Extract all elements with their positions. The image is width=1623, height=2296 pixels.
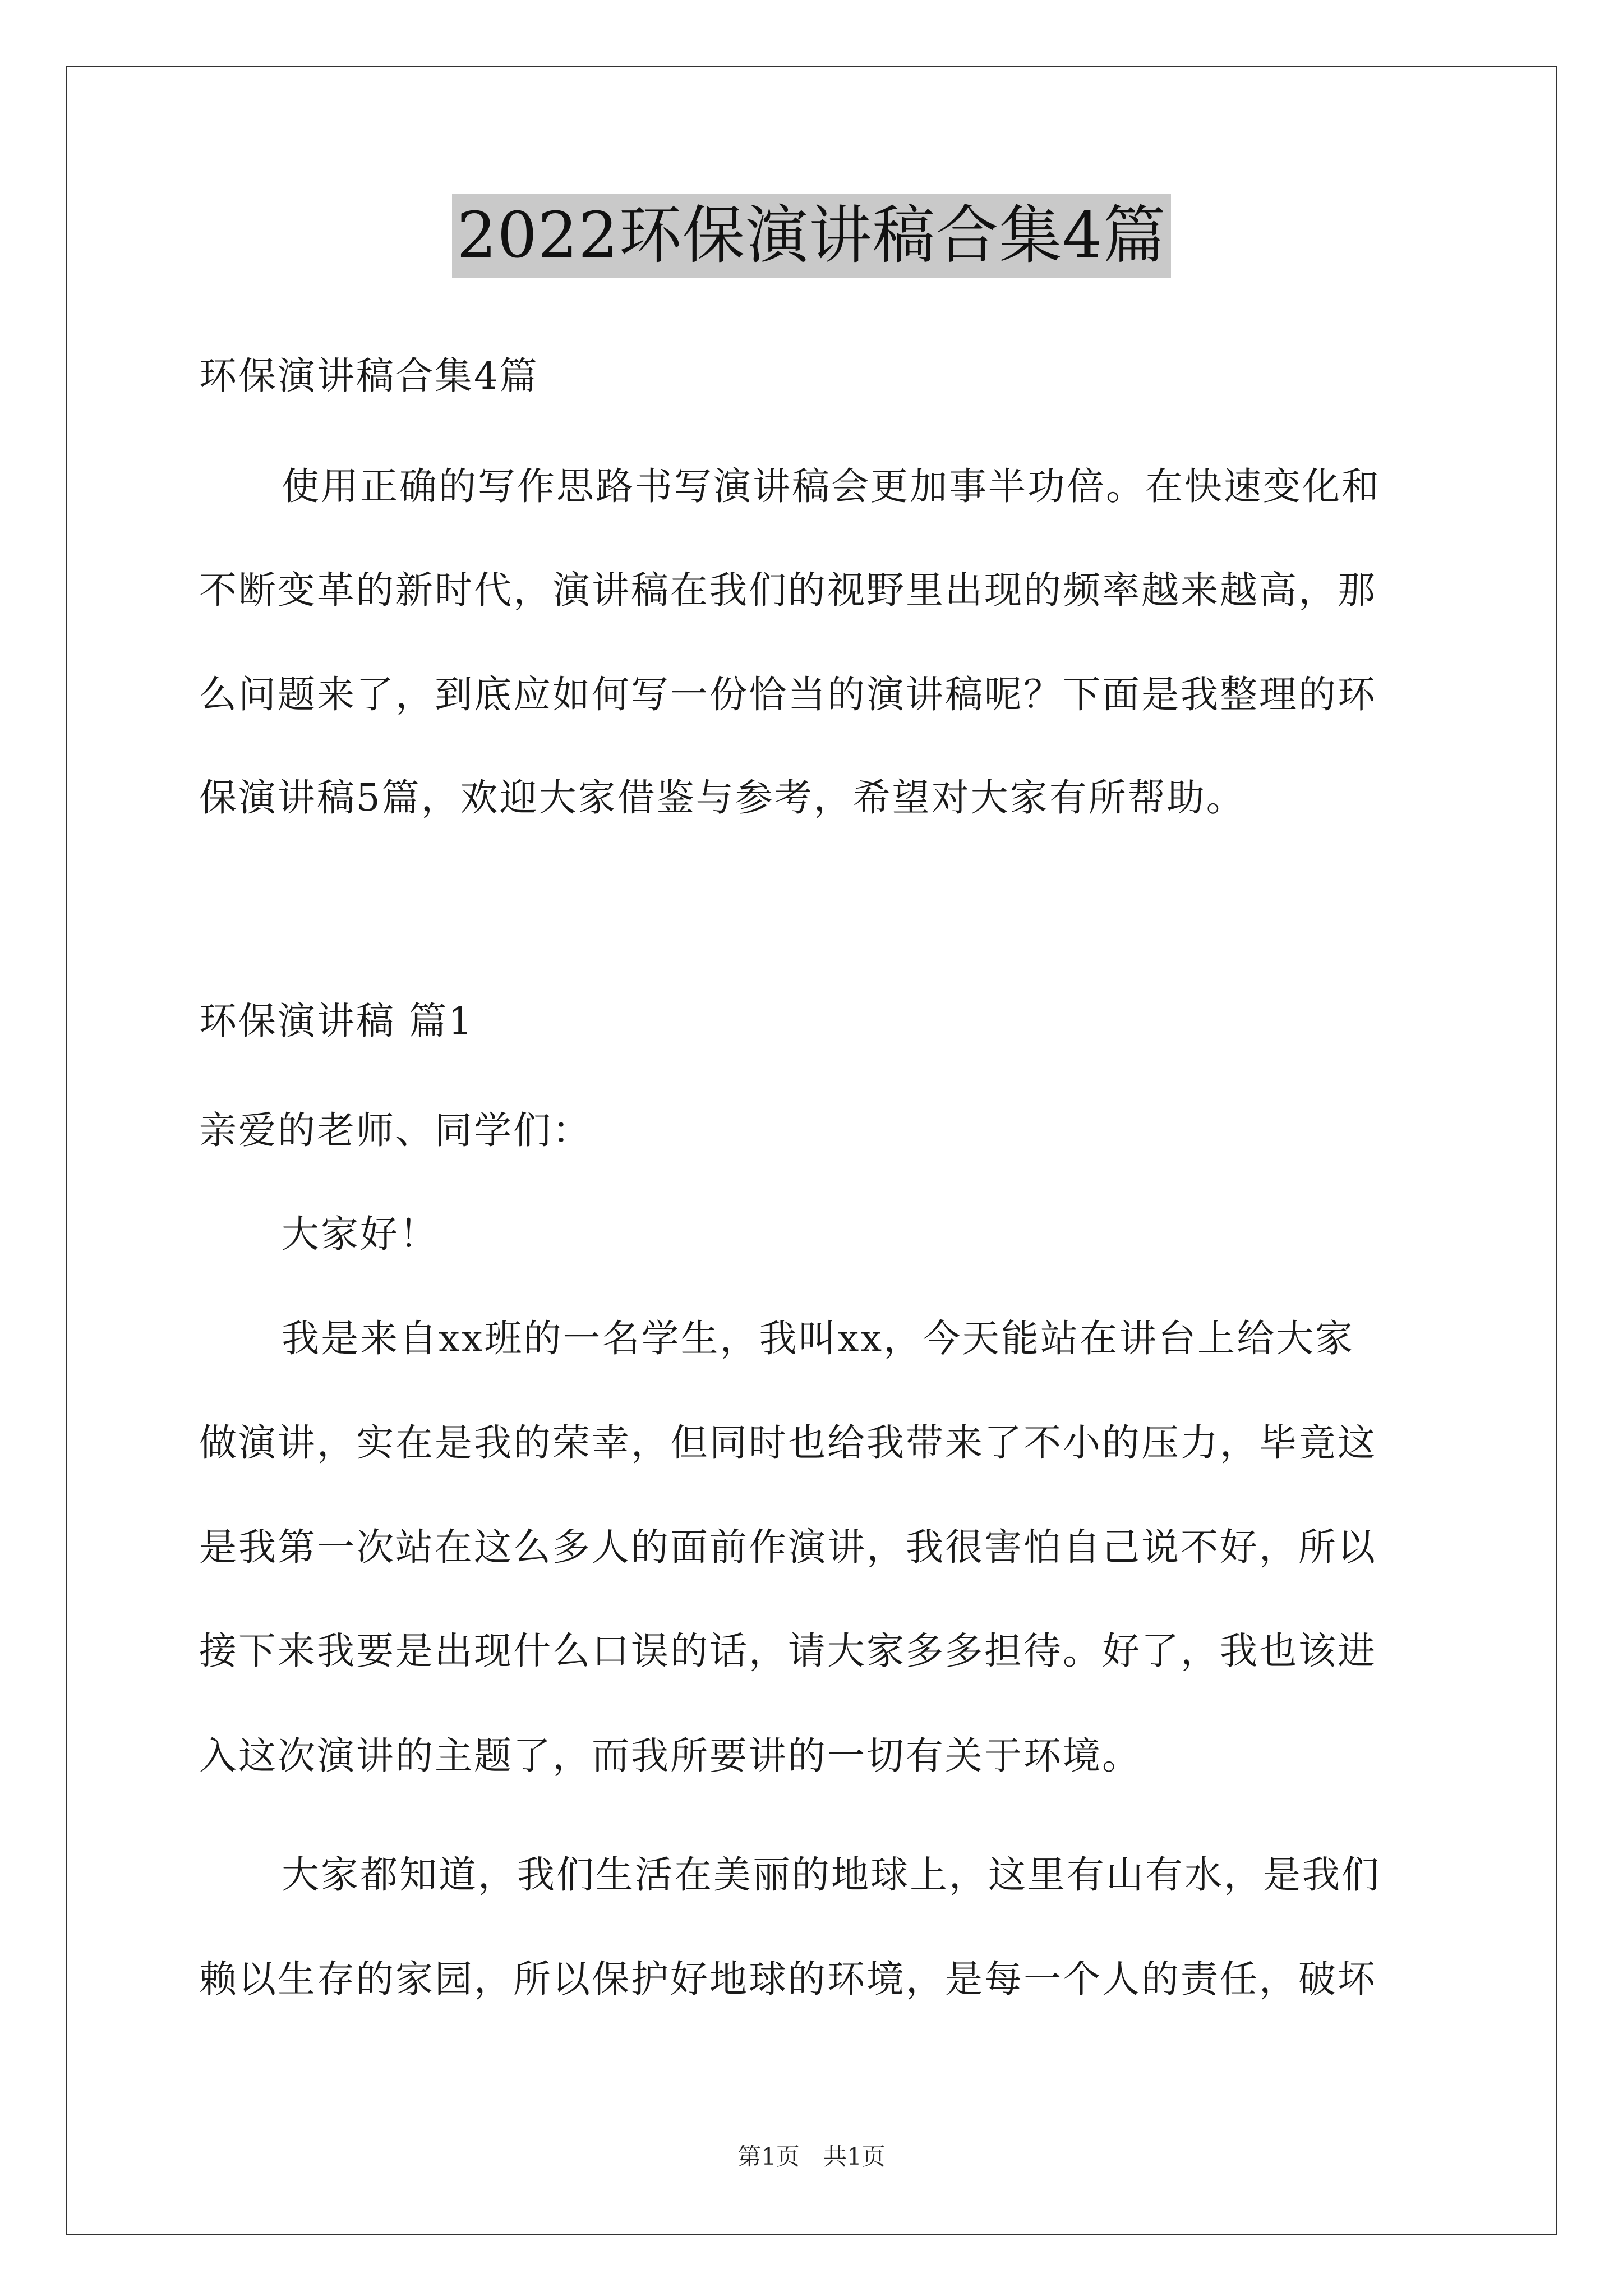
- intro-line: 保演讲稿5篇，欢迎大家借鉴与参考，希望对大家有所帮助。: [199, 776, 1246, 820]
- page-number-total: 共1页: [823, 2143, 886, 2170]
- paragraph-line: 入这次演讲的主题了，而我所要讲的一切有关于环境。: [199, 1734, 1141, 1778]
- title-block: [0, 194, 1623, 278]
- section-heading: 环保演讲稿 篇1: [199, 999, 474, 1043]
- paragraph-line: 大家都知道，我们生活在美丽的地球上，这里有山有水，是我们: [282, 1853, 1381, 1897]
- salutation: 亲爱的老师、同学们：: [199, 1108, 592, 1152]
- intro-line: 使用正确的写作思路书写演讲稿会更加事半功倍。在快速变化和: [282, 464, 1381, 508]
- paragraph-line: 我是来自xx班的一名学生，我叫xx，今天能站在讲台上给大家: [282, 1317, 1355, 1360]
- document-subtitle: 环保演讲稿合集4篇: [199, 354, 539, 398]
- paragraph-line: 做演讲，实在是我的荣幸，但同时也给我带来了不小的压力，毕竟这: [199, 1421, 1377, 1465]
- intro-line: 不断变革的新时代，演讲稿在我们的视野里出现的频率越来越高，那: [199, 568, 1377, 612]
- page-footer: [0, 2138, 1623, 2172]
- paragraph-line: 是我第一次站在这么多人的面前作演讲，我很害怕自己说不好，所以: [199, 1525, 1377, 1569]
- paragraph-line: 接下来我要是出现什么口误的话，请大家多多担待。好了，我也该进: [199, 1629, 1377, 1673]
- greeting: 大家好！: [282, 1212, 439, 1256]
- intro-line: 么问题来了，到底应如何写一份恰当的演讲稿呢？下面是我整理的环: [199, 673, 1377, 716]
- page-number-current: 第1页: [737, 2143, 800, 2170]
- paragraph-line: 赖以生存的家园，所以保护好地球的环境，是每一个人的责任，破坏: [199, 1957, 1377, 2001]
- document-title: 2022环保演讲稿合集4篇: [452, 194, 1170, 278]
